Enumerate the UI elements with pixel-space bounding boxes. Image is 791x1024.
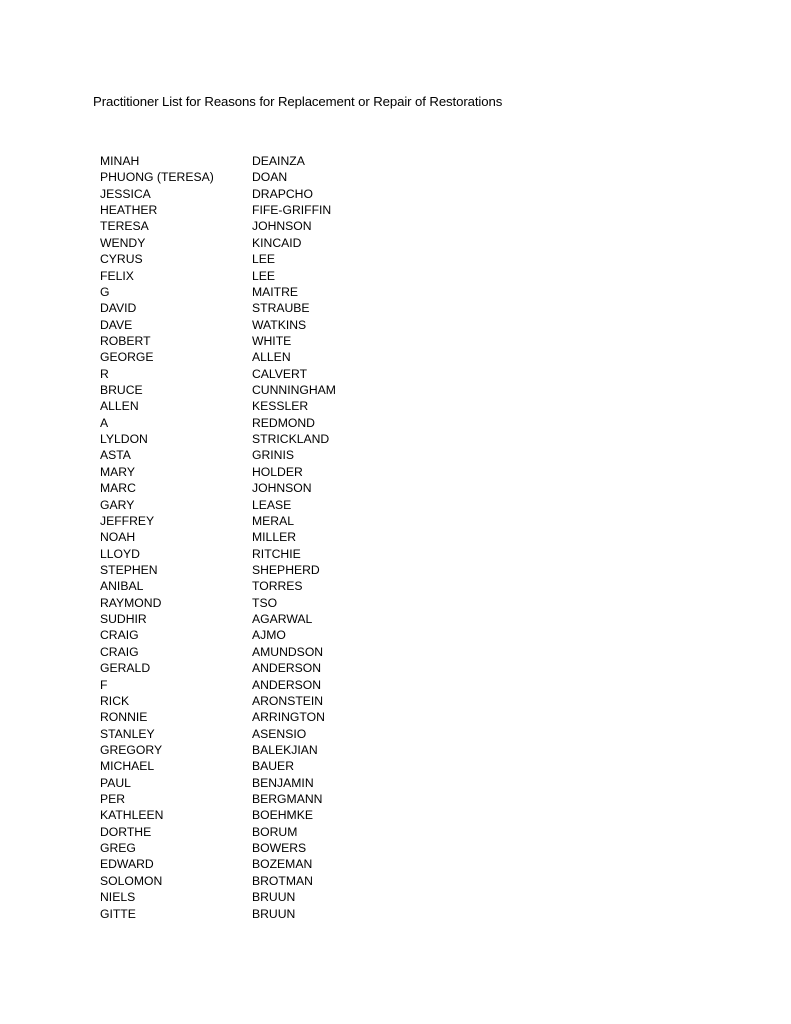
first-name: GERALD bbox=[100, 661, 151, 676]
last-name: REDMOND bbox=[252, 415, 315, 430]
first-name: JESSICA bbox=[100, 186, 151, 201]
first-name: ANIBAL bbox=[100, 579, 144, 594]
first-name: GREG bbox=[100, 841, 136, 856]
first-name: PAUL bbox=[100, 775, 131, 790]
first-name: RONNIE bbox=[100, 710, 148, 725]
first-name: DORTHE bbox=[100, 824, 152, 839]
last-name: STRAUBE bbox=[252, 301, 310, 316]
first-name: CYRUS bbox=[100, 252, 143, 267]
last-name: ANDERSON bbox=[252, 661, 322, 676]
last-name: RITCHIE bbox=[252, 546, 301, 561]
last-name: CALVERT bbox=[252, 366, 308, 381]
last-name: BRUUN bbox=[252, 906, 296, 921]
first-name: WENDY bbox=[100, 235, 146, 250]
first-name: ASTA bbox=[100, 448, 131, 463]
last-name: BERGMANN bbox=[252, 792, 323, 807]
first-name: DAVID bbox=[100, 301, 137, 316]
last-name: BRUUN bbox=[252, 890, 296, 905]
first-name: STANLEY bbox=[100, 726, 155, 741]
last-name: MILLER bbox=[252, 530, 297, 545]
first-name: DAVE bbox=[100, 317, 133, 332]
first-name: CRAIG bbox=[100, 628, 139, 643]
first-name: PHUONG (TERESA) bbox=[100, 170, 214, 185]
first-name: ROBERT bbox=[100, 333, 151, 348]
last-name: BAUER bbox=[252, 759, 294, 774]
last-name: WATKINS bbox=[252, 317, 307, 332]
last-name: LEE bbox=[252, 252, 276, 267]
first-name: GARY bbox=[100, 497, 135, 512]
first-name: PER bbox=[100, 792, 126, 807]
last-name: ANDERSON bbox=[252, 677, 322, 692]
first-name: JEFFREY bbox=[100, 513, 155, 528]
last-name: TSO bbox=[252, 595, 278, 610]
first-name: R bbox=[100, 366, 109, 381]
last-name: KESSLER bbox=[252, 399, 309, 414]
last-name: BORUM bbox=[252, 824, 298, 839]
last-name: ASENSIO bbox=[252, 726, 307, 741]
first-name: MARY bbox=[100, 464, 135, 479]
first-name: GEORGE bbox=[100, 350, 154, 365]
last-name: MERAL bbox=[252, 513, 294, 528]
last-name: ARRINGTON bbox=[252, 710, 325, 725]
last-name: ALLEN bbox=[252, 350, 291, 365]
last-name: LEE bbox=[252, 268, 276, 283]
last-name: DOAN bbox=[252, 170, 288, 185]
last-name: AGARWAL bbox=[252, 612, 313, 627]
first-name: HEATHER bbox=[100, 203, 158, 218]
first-name: MINAH bbox=[100, 154, 140, 168]
first-name: GITTE bbox=[100, 906, 136, 921]
first-name: TERESA bbox=[100, 219, 149, 234]
last-name: MAITRE bbox=[252, 284, 299, 299]
last-name: KINCAID bbox=[252, 235, 302, 250]
last-name: BALEKJIAN bbox=[252, 742, 318, 757]
last-name: GRINIS bbox=[252, 448, 294, 463]
first-name: CRAIG bbox=[100, 644, 139, 659]
last-name: SHEPHERD bbox=[252, 562, 320, 577]
last-name: TORRES bbox=[252, 579, 303, 594]
last-name: JOHNSON bbox=[252, 219, 312, 234]
last-name: WHITE bbox=[252, 333, 292, 348]
first-name: MARC bbox=[100, 481, 136, 496]
first-name: F bbox=[100, 677, 108, 692]
first-name: ALLEN bbox=[100, 399, 139, 414]
first-name: LYLDON bbox=[100, 432, 148, 447]
last-name: JOHNSON bbox=[252, 481, 312, 496]
first-name: BRUCE bbox=[100, 383, 143, 398]
last-name: STRICKLAND bbox=[252, 432, 330, 447]
first-name: NOAH bbox=[100, 530, 136, 545]
document-title: Practitioner List for Reasons for Replacement or Repair of Restorations bbox=[93, 94, 503, 109]
last-name: BOZEMAN bbox=[252, 857, 313, 872]
last-name: CUNNINGHAM bbox=[252, 383, 336, 398]
last-name: BOWERS bbox=[252, 841, 307, 856]
first-name: LLOYD bbox=[100, 546, 140, 561]
last-name: FIFE-GRIFFIN bbox=[252, 203, 332, 218]
last-name: DEAINZA bbox=[252, 154, 305, 168]
last-name: LEASE bbox=[252, 497, 292, 512]
first-name: NIELS bbox=[100, 890, 136, 905]
first-name: FELIX bbox=[100, 268, 134, 283]
last-name: BROTMAN bbox=[252, 873, 313, 888]
last-name: HOLDER bbox=[252, 464, 303, 479]
last-name: AJMO bbox=[252, 628, 286, 643]
last-name: AMUNDSON bbox=[252, 644, 324, 659]
last-name: BENJAMIN bbox=[252, 775, 314, 790]
first-name: A bbox=[100, 415, 109, 430]
first-name: STEPHEN bbox=[100, 562, 158, 577]
first-name: GREGORY bbox=[100, 742, 163, 757]
first-name: RICK bbox=[100, 693, 130, 708]
last-name: BOEHMKE bbox=[252, 808, 313, 823]
first-name: RAYMOND bbox=[100, 595, 162, 610]
first-name: MICHAEL bbox=[100, 759, 155, 774]
first-name: EDWARD bbox=[100, 857, 154, 872]
last-name: DRAPCHO bbox=[252, 186, 313, 201]
first-name: KATHLEEN bbox=[100, 808, 164, 823]
first-name: SUDHIR bbox=[100, 612, 147, 627]
last-name: ARONSTEIN bbox=[252, 693, 324, 708]
first-name: SOLOMON bbox=[100, 873, 163, 888]
first-name: G bbox=[100, 284, 110, 299]
